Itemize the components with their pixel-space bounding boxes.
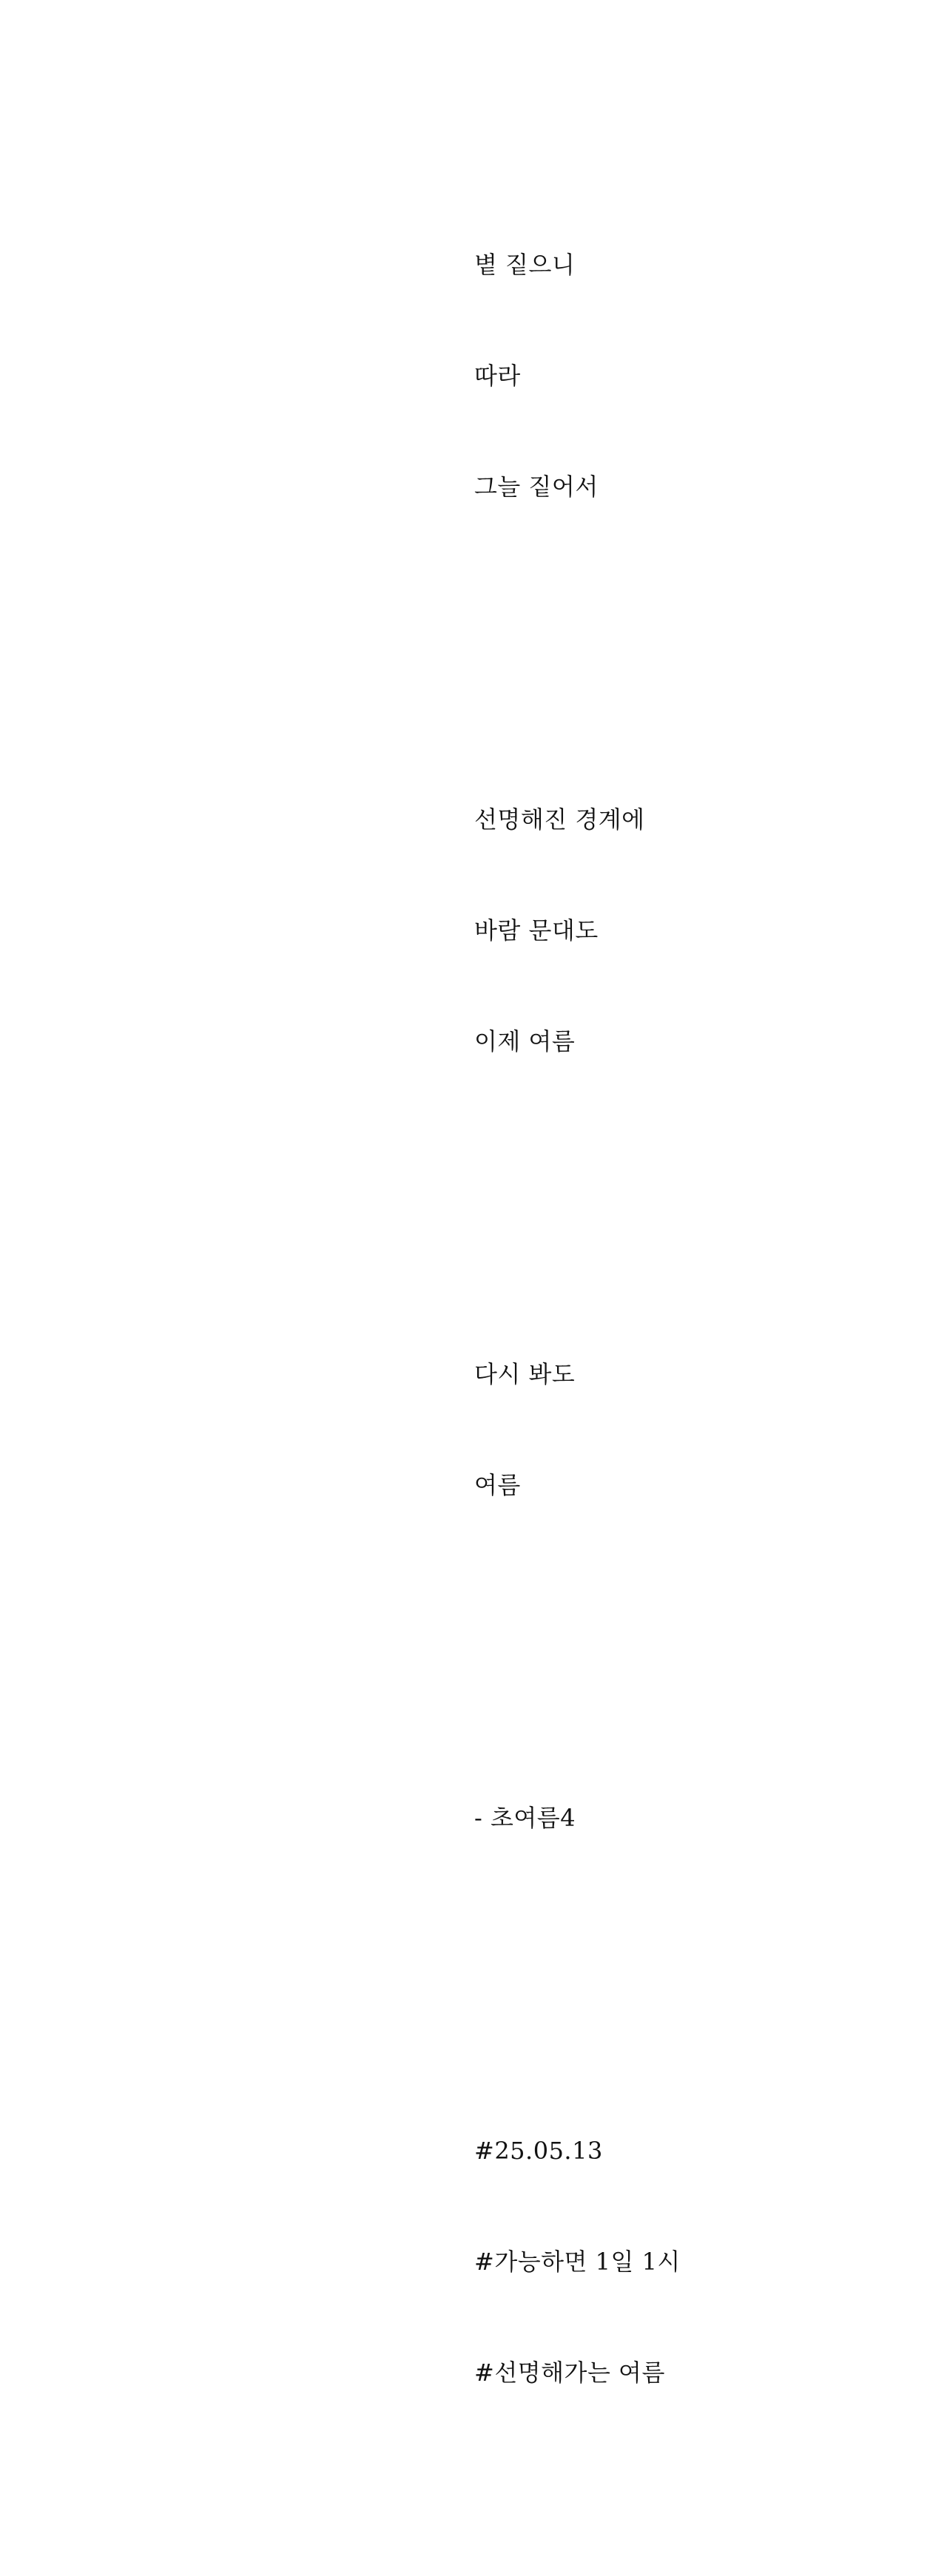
hashtag-date: #25.05.13 [474,2137,603,2165]
poem-line: 바람 문대도 [474,916,599,944]
poem-text-block [474,61,681,2576]
poem-attribution-group [474,1725,681,1910]
poem-line: 볕 짙으니 [474,251,576,279]
poem-stanza-1 [474,172,681,579]
poem-line: 이제 여름 [474,1027,576,1055]
poem-stanza-2 [474,727,681,1134]
poem-line: 따라 [474,362,521,390]
poem-line: 다시 봐도 [474,1360,576,1388]
poem-line: 여름 [474,1471,521,1499]
poem-attribution: - 초여름4 [474,1804,576,1832]
hashtag-line: #가능하면 1일 1시 [474,2248,681,2276]
poem-hashtags-group [474,2058,681,2465]
poem-stanza-3 [474,1282,681,1578]
poem-line: 그늘 짙어서 [474,473,599,501]
hashtag-line: #선명해가는 여름 [474,2359,665,2387]
poem-line: 선명해진 경계에 [474,805,645,834]
